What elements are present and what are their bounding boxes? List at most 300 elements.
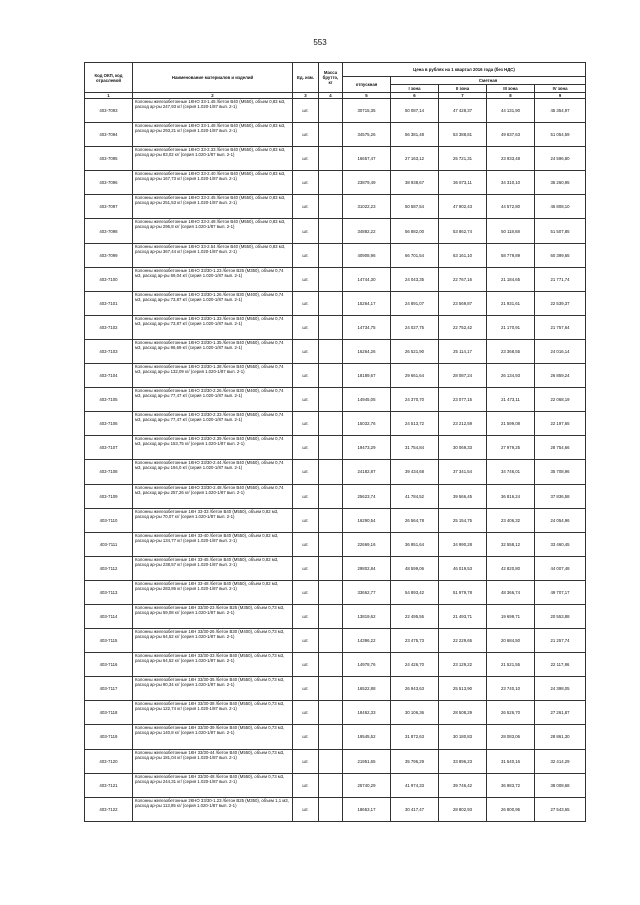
cell-zone-2-price: 28 802,93 [439, 797, 487, 821]
cell-zone-3-price: 32 558,12 [487, 532, 535, 556]
cell-name: Колонны железобетонные 1КНО 33/30-1.23 /бетон В25 (М350), объем 0,74 м3, расход ар-ры 69,04 кг/ (серия 1.020-1/87 вып. 2-1) [133, 267, 293, 291]
cell-zone-4-price: 37 836,58 [535, 484, 586, 508]
cell-name: Колонны железобетонные 1КНО 33/30-2.44 /бетон В40 (М550), объем 0,74 м3, расход ар-ры 194,0 кг/ (серия 1.020-1/87 вып. 2-1) [133, 460, 293, 484]
cell-zone-2-price: 34 990,28 [439, 532, 487, 556]
cell-zone-2-price: 46 019,53 [439, 556, 487, 580]
table-row [85, 147, 586, 171]
cell-unit: шт. [293, 773, 319, 797]
cell-code: 403-7097 [85, 195, 133, 219]
cell-zone-2-price: 25 154,75 [439, 508, 487, 532]
cell-code: 403-7101 [85, 291, 133, 315]
cell-code: 403-7096 [85, 171, 133, 195]
cell-zone-1-price: 24 370,70 [391, 388, 439, 412]
cell-code: 403-7103 [85, 339, 133, 363]
cell-zone-1-price: 29 661,64 [391, 364, 439, 388]
cell-release-price: 14744,30 [343, 267, 391, 291]
cell-code: 403-7094 [85, 123, 133, 147]
table-row [85, 508, 586, 532]
cell-zone-4-price: 27 543,65 [535, 797, 586, 821]
cell-zone-4-price: 35 708,96 [535, 460, 586, 484]
table-row [85, 267, 586, 291]
cell-zone-1-price: 24 891,07 [391, 291, 439, 315]
column-number: 2 [133, 93, 293, 99]
header-zone-1: I зона [391, 85, 439, 93]
cell-name: Колонны железобетонные 1КН 33/30-23 /бетон В25 (М350), объем 0,73 м3, расход ар-ры 59,08 кг/ (серия 1.020-1/87 вып. 2-1) [133, 604, 293, 628]
cell-name: Колонны железобетонные 1КНО 33-1.48 /бетон В40 (М550), объем 0,83 м3, расход ар-ры 293,21 кг/ (серия 1.020-1/87 вып. 2-1) [133, 123, 293, 147]
cell-zone-3-price: 21 473,11 [487, 388, 535, 412]
cell-release-price: 19473,29 [343, 436, 391, 460]
cell-name: Колонны железобетонные 1КНО 33/30-2.48 /бетон В40 (М550), объем 0,74 м3, расход ар-ры 257,26 кг/ (серия 1.020-1/87 вып. 2-1) [133, 484, 293, 508]
cell-mass [319, 749, 343, 773]
cell-zone-3-price: 26 134,93 [487, 364, 535, 388]
cell-zone-4-price: 33 460,45 [535, 532, 586, 556]
cell-mass [319, 460, 343, 484]
cell-zone-4-price: 22 068,19 [535, 388, 586, 412]
cell-mass [319, 653, 343, 677]
cell-zone-4-price: 45 354,97 [535, 99, 586, 123]
cell-zone-1-price: 50 087,14 [391, 99, 439, 123]
cell-zone-2-price: 30 069,33 [439, 436, 487, 460]
cell-zone-2-price: 63 161,10 [439, 243, 487, 267]
header-unit: Ед. изм. [293, 63, 319, 93]
cell-zone-3-price: 21 170,91 [487, 315, 535, 339]
cell-zone-1-price: 66 701,54 [391, 243, 439, 267]
cell-code: 403-7115 [85, 629, 133, 653]
cell-zone-1-price: 26 564,78 [391, 508, 439, 532]
cell-unit: шт. [293, 315, 319, 339]
cell-mass [319, 243, 343, 267]
cell-name: Колонны железобетонные 1КНО 33/30-2.33 /бетон В40 (М550), объем 0,74 м3, расход ар-ры 77,47 кг/ (серия 1.020-1/87 вып. 2-1) [133, 412, 293, 436]
table-row [85, 532, 586, 556]
cell-mass [319, 532, 343, 556]
cell-mass [319, 99, 343, 123]
cell-code: 403-7117 [85, 677, 133, 701]
header-release: отпускная [343, 77, 391, 93]
table-row [85, 629, 586, 653]
table-row [85, 749, 586, 773]
cell-unit: шт. [293, 364, 319, 388]
header-name: Наименование материалов и изделий [133, 63, 293, 93]
cell-mass [319, 556, 343, 580]
cell-code: 403-7118 [85, 701, 133, 725]
cell-mass [319, 508, 343, 532]
table-row [85, 604, 586, 628]
table-body [85, 99, 586, 822]
cell-zone-3-price: 21 184,65 [487, 267, 535, 291]
cell-mass [319, 195, 343, 219]
cell-zone-3-price: 23 933,48 [487, 147, 535, 171]
cell-zone-4-price: 21 771,74 [535, 267, 586, 291]
cell-zone-1-price: 41 974,33 [391, 773, 439, 797]
cell-mass [319, 412, 343, 436]
cell-mass [319, 315, 343, 339]
cell-unit: шт. [293, 388, 319, 412]
table-row [85, 436, 586, 460]
cell-zone-4-price: 60 399,65 [535, 243, 586, 267]
cell-mass [319, 677, 343, 701]
cell-release-price: 16264,26 [343, 339, 391, 363]
cell-zone-3-price: 49 637,63 [487, 123, 535, 147]
cell-unit: шт. [293, 725, 319, 749]
cell-zone-1-price: 24 513,72 [391, 412, 439, 436]
cell-zone-3-price: 23 368,55 [487, 339, 535, 363]
cell-zone-4-price: 24 398,05 [535, 677, 586, 701]
cell-name: Колонны железобетонные 1КН 33/30-44 /бетон В40 (М550), объем 0,73 м3, расход ар-ры 181,04 кг/ (серия 1.020-1/87 вып. 2-1) [133, 749, 293, 773]
cell-release-price: 18462,33 [343, 701, 391, 725]
cell-mass [319, 629, 343, 653]
cell-zone-4-price: 22 117,86 [535, 653, 586, 677]
cell-code: 403-7102 [85, 315, 133, 339]
table-row [85, 388, 586, 412]
cell-code: 403-7093 [85, 99, 133, 123]
cell-zone-3-price: 21 521,55 [487, 653, 535, 677]
cell-release-price: 22669,16 [343, 532, 391, 556]
cell-zone-2-price: 33 896,23 [439, 749, 487, 773]
cell-code: 403-7100 [85, 267, 133, 291]
cell-name: Колонны железобетонные 1КН 33-45 /бетон В40 (М550), объем 0,82 м3, расход ар-ры 238,57 кг/ (серия 1.020-1/87 вып. 2-1) [133, 556, 293, 580]
cell-unit: шт. [293, 267, 319, 291]
cell-zone-2-price: 22 767,16 [439, 267, 487, 291]
cell-zone-1-price: 56 381,48 [391, 123, 439, 147]
cell-unit: шт. [293, 123, 319, 147]
cell-unit: шт. [293, 147, 319, 171]
cell-code: 403-7109 [85, 484, 133, 508]
cell-mass [319, 267, 343, 291]
cell-zone-4-price: 45 808,10 [535, 195, 586, 219]
header-code: Код ОКП, код отраслевой [85, 63, 133, 93]
cell-zone-3-price: 31 540,16 [487, 749, 535, 773]
cell-name: Колонны железобетонные 1КНО 33-1.45 /бетон В40 (М550), объем 0,83 м3, расход ар-ры 247,93 кг/ (серия 1.020-1/87 вып. 2-1) [133, 99, 293, 123]
cell-name: Колонны железобетонные 1КНО 33/30-1.33 /бетон В40 (М550), объем 0,74 м3, расход ар-ры 73,87 кг/ (серия 1.020-1/87 вып. 2-1) [133, 315, 293, 339]
cell-zone-1-price: 35 796,29 [391, 749, 439, 773]
cell-zone-3-price: 27 979,25 [487, 436, 535, 460]
cell-zone-4-price: 27 261,87 [535, 701, 586, 725]
table-row [85, 195, 586, 219]
cell-release-price: 14396,22 [343, 629, 391, 653]
column-number: 9 [535, 93, 586, 99]
cell-release-price: 13819,62 [343, 604, 391, 628]
cell-mass [319, 339, 343, 363]
cell-zone-2-price: 30 180,83 [439, 725, 487, 749]
cell-unit: шт. [293, 508, 319, 532]
cell-mass [319, 123, 343, 147]
cell-zone-2-price: 37 341,54 [439, 460, 487, 484]
table-row [85, 580, 586, 604]
cell-zone-3-price: 28 083,06 [487, 725, 535, 749]
cell-name: Колонны железобетонные 2КНО 33/30-1.23 /бетон В25 (М350), объем 1,1 м3, расход ар-ры 113,85 кг/ (серия 1.020-1/87 вып. 2-1) [133, 797, 293, 821]
cell-zone-1-price: 27 163,12 [391, 147, 439, 171]
table-row [85, 725, 586, 749]
cell-name: Колонны железобетонные 1КНО 33/30-2.26 /бетон В30 (М400), объем 0,74 м3, расход ар-ры 77,47 кг/ (серия 1.020-1/87 вып. 2-1) [133, 388, 293, 412]
cell-zone-3-price: 23 406,32 [487, 508, 535, 532]
table-row [85, 99, 586, 123]
cell-release-price: 34575,26 [343, 123, 391, 147]
table-row [85, 797, 586, 821]
cell-name: Колонны железобетонные 1КН 33/30-39 /бетон В40 (М550), объем 0,73 м3, расход ар-ры 140,8 кг/ (серия 1.020-1/87 вып. 2-1) [133, 725, 293, 749]
cell-unit: шт. [293, 653, 319, 677]
cell-zone-4-price: 21 257,74 [535, 629, 586, 653]
cell-release-price: 21951,65 [343, 749, 391, 773]
cell-zone-1-price: 56 882,00 [391, 219, 439, 243]
cell-zone-2-price: 47 902,43 [439, 195, 487, 219]
cell-zone-3-price: 26 526,70 [487, 701, 535, 725]
cell-zone-1-price: 30 417,47 [391, 797, 439, 821]
cell-zone-4-price: 28 861,30 [535, 725, 586, 749]
cell-zone-1-price: 23 475,73 [391, 629, 439, 653]
table-row [85, 243, 586, 267]
header-zone-4: IV зона [535, 85, 586, 93]
header-price: Цена в рублях на 1 квартал 2016 года (без НДС) [343, 63, 586, 77]
column-number: 4 [319, 93, 343, 99]
cell-zone-3-price: 44 131,90 [487, 99, 535, 123]
cell-zone-2-price: 22 752,42 [439, 315, 487, 339]
cell-name: Колонны железобетонные 1КНО 33-2.54 /бетон В40 (М550), объем 0,83 м3, расход ар-ры 367,44 кг/ (серия 1.020-1/87 вып. 2-1) [133, 243, 293, 267]
cell-zone-3-price: 21 599,08 [487, 412, 535, 436]
cell-unit: шт. [293, 412, 319, 436]
cell-release-price: 16657,47 [343, 147, 391, 171]
cell-unit: шт. [293, 629, 319, 653]
header-zone-2: II зона [439, 85, 487, 93]
table-row [85, 171, 586, 195]
cell-unit: шт. [293, 460, 319, 484]
cell-code: 403-7121 [85, 773, 133, 797]
cell-mass [319, 147, 343, 171]
cell-zone-3-price: 19 699,71 [487, 604, 535, 628]
cell-zone-3-price: 20 684,50 [487, 629, 535, 653]
cell-zone-3-price: 21 931,61 [487, 291, 535, 315]
cell-zone-4-price: 51 054,59 [535, 123, 586, 147]
cell-name: Колонны железобетонные 1КН 33/30-38 /бетон В40 (М550), объем 0,73 м3, расход ар-ры 122,74 кг/ (серия 1.020-1/87 вып. 2-1) [133, 701, 293, 725]
cell-zone-4-price: 32 414,29 [535, 749, 586, 773]
cell-zone-2-price: 39 746,42 [439, 773, 487, 797]
cell-zone-1-price: 24 426,70 [391, 653, 439, 677]
cell-zone-2-price: 22 229,65 [439, 629, 487, 653]
cell-mass [319, 773, 343, 797]
cell-release-price: 16522,88 [343, 677, 391, 701]
table-row [85, 677, 586, 701]
cell-zone-3-price: 36 816,24 [487, 484, 535, 508]
table-row [85, 556, 586, 580]
cell-mass [319, 701, 343, 725]
table-row [85, 773, 586, 797]
cell-release-price: 33662,77 [343, 580, 391, 604]
cell-mass [319, 436, 343, 460]
table-row [85, 123, 586, 147]
cell-name: Колонны железобетонные 1КН 33/30-48 /бетон В40 (М550), объем 0,73 м3, расход ар-ры 244,31 кг/ (серия 1.020-1/87 вып. 2-1) [133, 773, 293, 797]
cell-release-price: 18189,67 [343, 364, 391, 388]
cell-mass [319, 725, 343, 749]
cell-zone-2-price: 23 569,87 [439, 291, 487, 315]
cell-zone-3-price: 50 118,68 [487, 219, 535, 243]
cell-name: Колонны железобетонные 1КНО 33/30-1.38 /бетон В40 (М550), объем 0,74 м3, расход ар-ры 132,09 кг/ (серия 1.020-1/87 вып. 2-1) [133, 364, 293, 388]
cell-release-price: 19545,52 [343, 725, 391, 749]
cell-zone-2-price: 23 077,15 [439, 388, 487, 412]
cell-code: 403-7111 [85, 532, 133, 556]
cell-zone-3-price: 58 779,89 [487, 243, 535, 267]
header-estimate: Сметная [391, 77, 586, 85]
cell-zone-1-price: 50 587,54 [391, 195, 439, 219]
column-number: 3 [293, 93, 319, 99]
cell-zone-2-price: 53 862,74 [439, 219, 487, 243]
cell-zone-1-price: 26 521,90 [391, 339, 439, 363]
cell-mass [319, 171, 343, 195]
cell-release-price: 16290,54 [343, 508, 391, 532]
cell-zone-1-price: 38 938,67 [391, 171, 439, 195]
cell-code: 403-7112 [85, 556, 133, 580]
cell-code: 403-7108 [85, 460, 133, 484]
cell-release-price: 14945,05 [343, 388, 391, 412]
table-row [85, 701, 586, 725]
cell-unit: шт. [293, 436, 319, 460]
cell-code: 403-7119 [85, 725, 133, 749]
cell-unit: шт. [293, 749, 319, 773]
cell-release-price: 23879,49 [343, 171, 391, 195]
cell-zone-3-price: 36 983,72 [487, 773, 535, 797]
cell-code: 403-7105 [85, 388, 133, 412]
cell-zone-4-price: 26 859,24 [535, 364, 586, 388]
page-number: 553 [313, 38, 327, 47]
cell-release-price: 25623,74 [343, 484, 391, 508]
cell-zone-4-price: 28 754,66 [535, 436, 586, 460]
cell-release-price: 29802,84 [343, 556, 391, 580]
cell-code: 403-7116 [85, 653, 133, 677]
cell-code: 403-7098 [85, 219, 133, 243]
cell-unit: шт. [293, 484, 319, 508]
cell-zone-1-price: 22 495,55 [391, 604, 439, 628]
column-number: 6 [391, 93, 439, 99]
cell-zone-3-price: 44 572,80 [487, 195, 535, 219]
cell-zone-1-price: 24 027,75 [391, 315, 439, 339]
cell-name: Колонны железобетонные 1КНО 33-2.48 /бетон В40 (М550), объем 0,83 м3, расход ар-ры 296,8 кг/ (серия 1.020-1/87 вып. 2-1) [133, 219, 293, 243]
cell-name: Колонны железобетонные 1КН 33-40 /бетон В40 (М550), объем 0,82 м3, расход ар-ры 134,77 кг/ (серия 1.020-1/87 вып. 2-1) [133, 532, 293, 556]
cell-zone-4-price: 22 539,37 [535, 291, 586, 315]
table-row [85, 364, 586, 388]
header-mass: Масса брутто, кг [319, 63, 343, 93]
cell-code: 403-7110 [85, 508, 133, 532]
cell-unit: шт. [293, 580, 319, 604]
cell-zone-2-price: 53 388,81 [439, 123, 487, 147]
cell-zone-4-price: 49 707,17 [535, 580, 586, 604]
cell-name: Колонны железобетонные 1КН 33/30-35 /бетон В40 (М550), объем 0,73 м3, расход ар-ры 90,34 кг/ (серия 1.020-1/87 вып. 2-1) [133, 677, 293, 701]
cell-name: Колонны железобетонные 1КНО 33/30-1.26 /бетон В30 (М400), объем 0,74 м3, расход ар-ры 73,87 кг/ (серия 1.020-1/87 вып. 2-1) [133, 291, 293, 315]
cell-zone-3-price: 26 800,95 [487, 797, 535, 821]
table-row [85, 339, 586, 363]
cell-release-price: 15264,17 [343, 291, 391, 315]
table-row [85, 484, 586, 508]
cell-release-price: 31022,23 [343, 195, 391, 219]
cell-zone-1-price: 31 754,84 [391, 436, 439, 460]
cell-code: 403-7104 [85, 364, 133, 388]
cell-zone-4-price: 21 757,64 [535, 315, 586, 339]
cell-code: 403-7120 [85, 749, 133, 773]
cell-zone-4-price: 51 507,85 [535, 219, 586, 243]
cell-zone-3-price: 48 366,74 [487, 580, 535, 604]
cell-zone-1-price: 39 434,68 [391, 460, 439, 484]
cell-code: 403-7113 [85, 580, 133, 604]
cell-release-price: 34882,22 [343, 219, 391, 243]
table-row [85, 219, 586, 243]
cell-zone-4-price: 22 197,65 [535, 412, 586, 436]
cell-unit: шт. [293, 701, 319, 725]
cell-name: Колонны железобетонные 1КН 33/30-33 /бетон В40 (М550), объем 0,73 м3, расход ар-ры 64,52 кг/ (серия 1.020-1/87 вып. 2-1) [133, 653, 293, 677]
cell-zone-3-price: 34 746,01 [487, 460, 535, 484]
cell-zone-2-price: 28 508,29 [439, 701, 487, 725]
cell-code: 403-7114 [85, 604, 133, 628]
column-number: 8 [487, 93, 535, 99]
cell-code: 403-7107 [85, 436, 133, 460]
cell-release-price: 30715,35 [343, 99, 391, 123]
cell-zone-1-price: 26 943,63 [391, 677, 439, 701]
cell-zone-4-price: 44 007,48 [535, 556, 586, 580]
cell-unit: шт. [293, 99, 319, 123]
cell-mass [319, 291, 343, 315]
cell-name: Колонны железобетонные 1КНО 33-2.45 /бетон В40 (М550), объем 0,83 м3, расход ар-ры 251,53 кг/ (серия 1.020-1/87 вып. 2-1) [133, 195, 293, 219]
cell-unit: шт. [293, 243, 319, 267]
cell-zone-2-price: 23 129,22 [439, 653, 487, 677]
cell-unit: шт. [293, 797, 319, 821]
cell-zone-2-price: 36 873,11 [439, 171, 487, 195]
cell-mass [319, 484, 343, 508]
cell-name: Колонны железобетонные 1КНО 33-2.33 /бетон В40 (М550), объем 0,83 м3, расход ар-ры 83,02 кг/ (серия 1.020-1/87 вып. 2-1) [133, 147, 293, 171]
cell-name: Колонны железобетонные 1КНО 33-2.40 /бетон В40 (М550), объем 0,83 м3, расход ар-ры 167,73 кг/ (серия 1.020-1/87 вып. 2-1) [133, 171, 293, 195]
cell-mass [319, 797, 343, 821]
cell-zone-4-price: 24 016,14 [535, 339, 586, 363]
cell-unit: шт. [293, 677, 319, 701]
cell-unit: шт. [293, 219, 319, 243]
cell-release-price: 24182,87 [343, 460, 391, 484]
cell-release-price: 14978,76 [343, 653, 391, 677]
cell-mass [319, 580, 343, 604]
table-row [85, 291, 586, 315]
cell-zone-2-price: 25 114,17 [439, 339, 487, 363]
cell-zone-2-price: 25 513,90 [439, 677, 487, 701]
cell-release-price: 15032,76 [343, 412, 391, 436]
cell-unit: шт. [293, 532, 319, 556]
cell-zone-3-price: 42 820,80 [487, 556, 535, 580]
cell-name: Колонны железобетонные 1КН 33-48 /бетон В40 (М550), объем 0,82 м3, расход ар-ры 283,86 кг/ (серия 1.020-1/87 вып. 2-1) [133, 580, 293, 604]
cell-release-price: 25740,29 [343, 773, 391, 797]
table-row [85, 412, 586, 436]
cell-zone-1-price: 54 893,42 [391, 580, 439, 604]
cell-zone-3-price: 23 740,10 [487, 677, 535, 701]
cell-zone-4-price: 35 260,95 [535, 171, 586, 195]
cell-zone-1-price: 31 872,63 [391, 725, 439, 749]
column-number: 7 [439, 93, 487, 99]
cell-mass [319, 219, 343, 243]
cell-zone-4-price: 24 054,96 [535, 508, 586, 532]
cell-name: Колонны железобетонные 1КНО 33/30-1.35 /бетон В40 (М550), объем 0,74 м3, расход ар-ры 96,69 кг/ (серия 1.020-1/87 вып. 2-1) [133, 339, 293, 363]
cell-zone-2-price: 21 493,71 [439, 604, 487, 628]
cell-zone-4-price: 20 553,88 [535, 604, 586, 628]
column-number: 1 [85, 93, 133, 99]
cell-zone-2-price: 23 212,59 [439, 412, 487, 436]
column-number: 5 [343, 93, 391, 99]
cell-zone-2-price: 47 428,37 [439, 99, 487, 123]
cell-zone-3-price: 34 310,10 [487, 171, 535, 195]
cell-unit: шт. [293, 556, 319, 580]
cell-unit: шт. [293, 604, 319, 628]
cell-mass [319, 388, 343, 412]
cell-zone-2-price: 51 979,78 [439, 580, 487, 604]
table-row [85, 315, 586, 339]
price-table [84, 62, 586, 822]
cell-name: Колонны железобетонные 1КНО 33/30-2.39 /бетон В40 (М550), объем 0,74 м3, расход ар-ры 153,75 кг/ (серия 1.020-1/87 вып. 2-1) [133, 436, 293, 460]
cell-unit: шт. [293, 171, 319, 195]
cell-unit: шт. [293, 195, 319, 219]
cell-code: 403-7099 [85, 243, 133, 267]
cell-name: Колонны железобетонные 1КН 33/30-26 /бетон В30 (М400), объем 0,73 м3, расход ар-ры 64,52 кг/ (серия 1.020-1/87 вып. 2-1) [133, 629, 293, 653]
cell-zone-1-price: 30 106,36 [391, 701, 439, 725]
